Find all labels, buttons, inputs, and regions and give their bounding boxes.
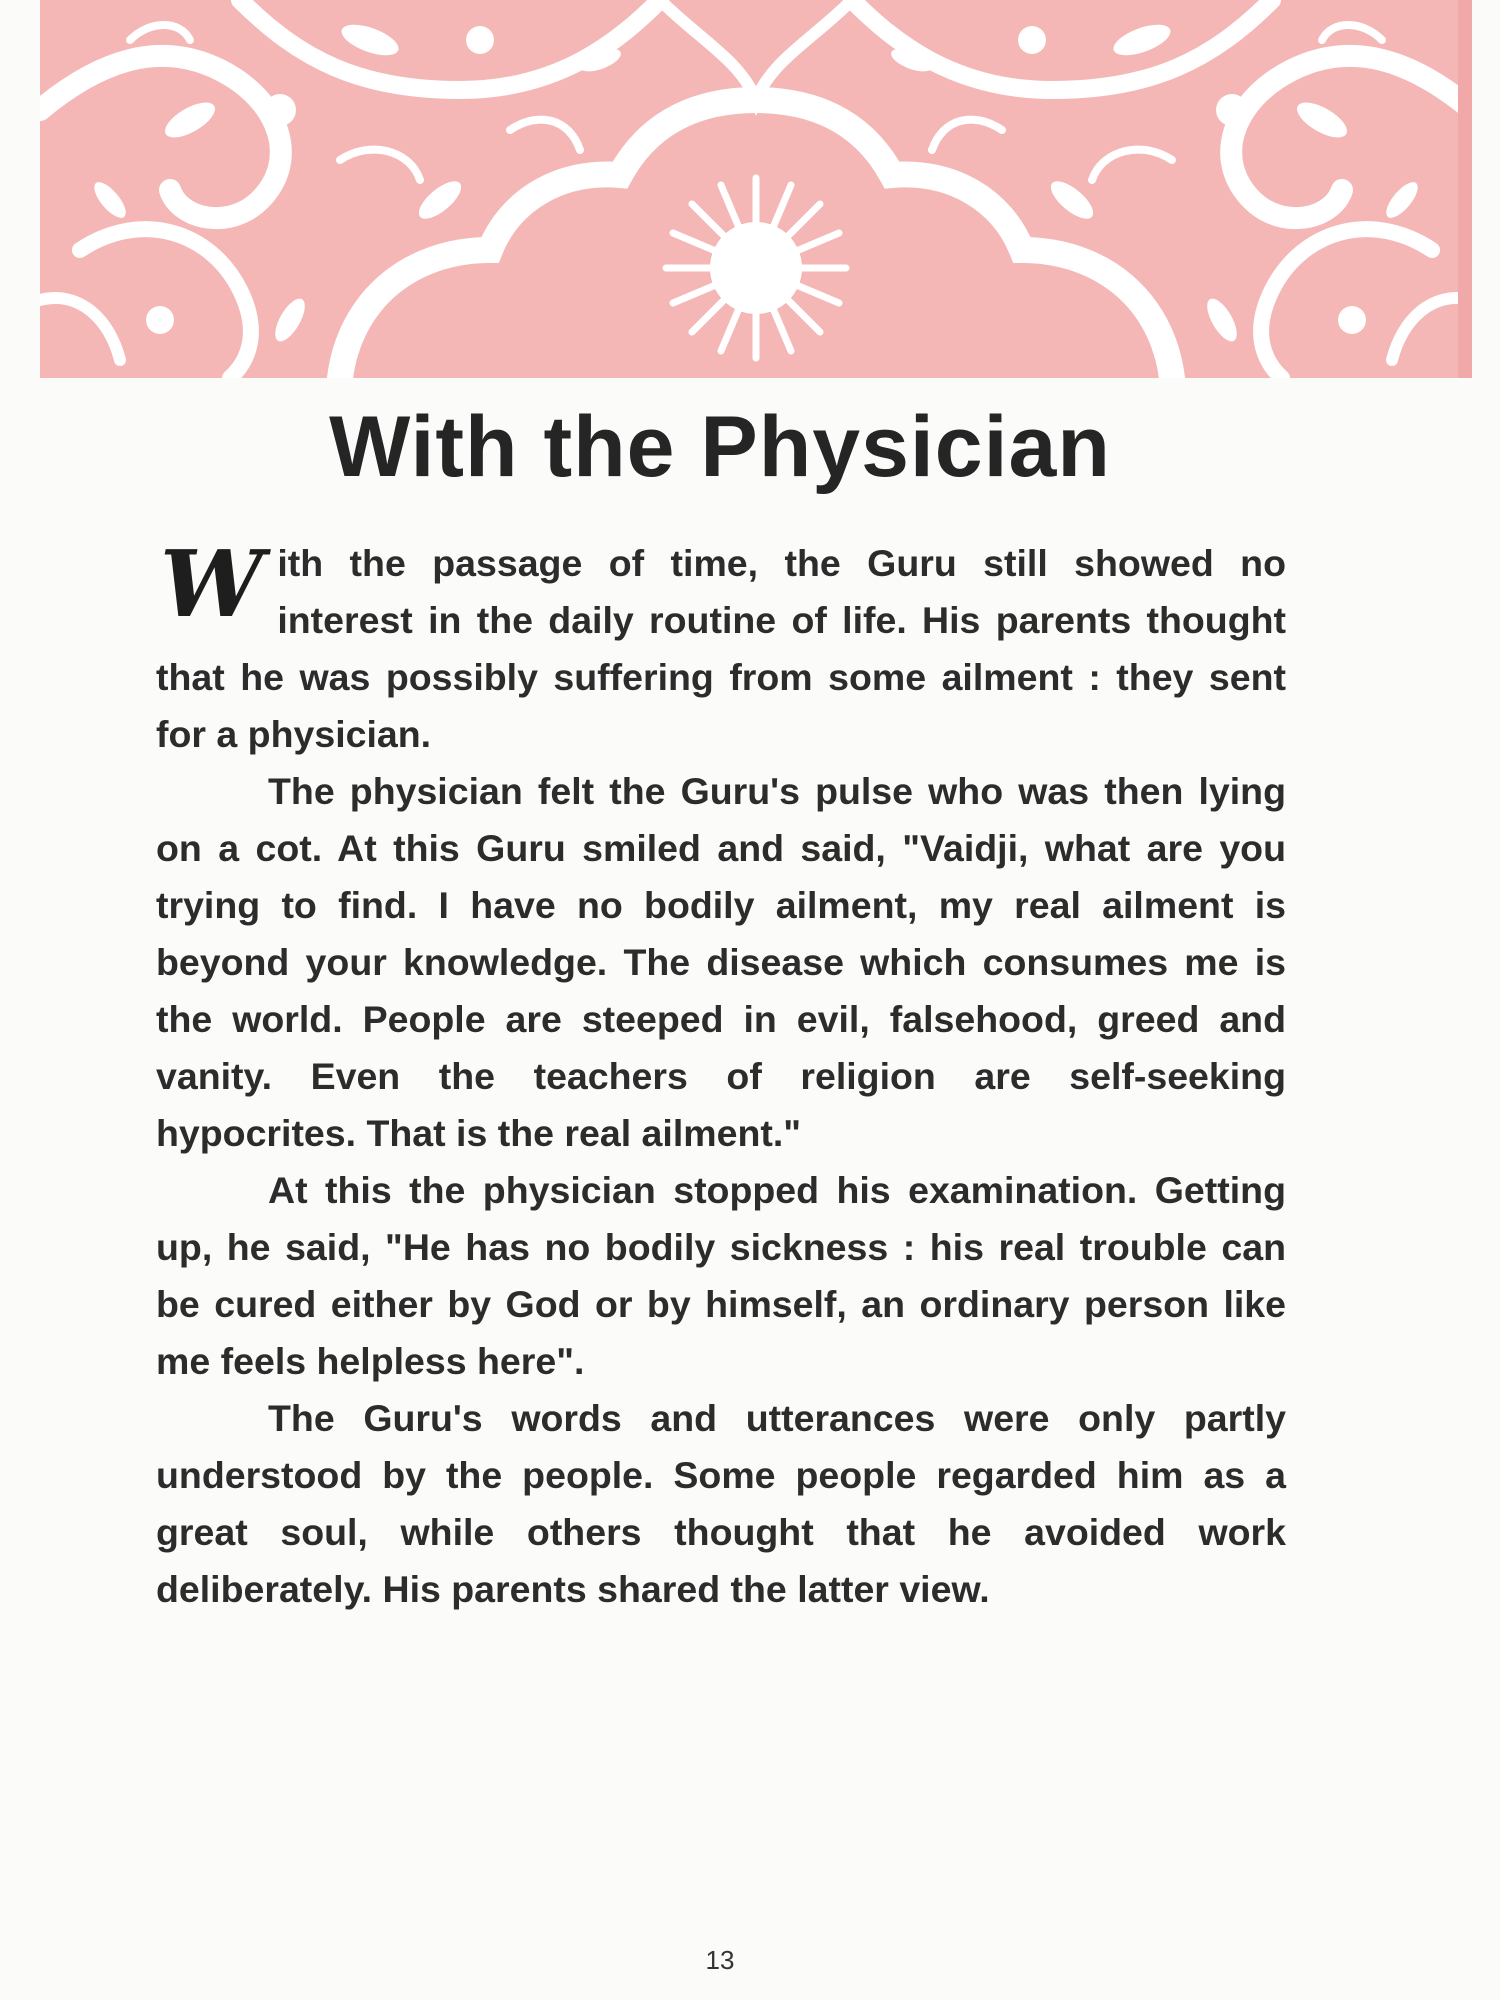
floral-ornament-icon <box>40 0 1472 378</box>
paragraph-3: At this the physician stopped his examination. Getting up, he said, "He has no bodily sickness : his real trouble can be cured either by God or by himself, an ordinary person like me feels helpless here". <box>156 1169 1286 1382</box>
decorative-header-band <box>40 0 1472 378</box>
chapter-body <box>156 530 1286 1618</box>
paragraph-1-text: ith the passage of time, the Guru still showed no interest in the daily routine of life. His parents thought that he was possibly suffering from some ailment : they sent for a physician. <box>156 542 1286 755</box>
header-edge-strip <box>1458 0 1472 378</box>
page-number: 13 <box>705 1945 735 1975</box>
paragraph-4: The Guru's words and utterances were only partly understood by the people. Some people regarded him as a great soul, while others thought that he avoided work deliberately. His parents shared the latter view. <box>156 1397 1286 1610</box>
paragraph-2: The physician felt the Guru's pulse who was then lying on a cot. At this Guru smiled and said, "Vaidji, what are you trying to find. I have no bodily ailment, my real ailment is beyond your knowledge. The disease which consumes me is the world. People are steeped in evil, falsehood, greed and vanity. Even the teachers of religion are self-seeking hypocrites. That is the real ailment." <box>156 770 1286 1154</box>
paragraph-1 <box>156 530 1286 763</box>
drop-cap: W <box>160 530 264 638</box>
chapter-title: With the Physician <box>329 399 1111 495</box>
